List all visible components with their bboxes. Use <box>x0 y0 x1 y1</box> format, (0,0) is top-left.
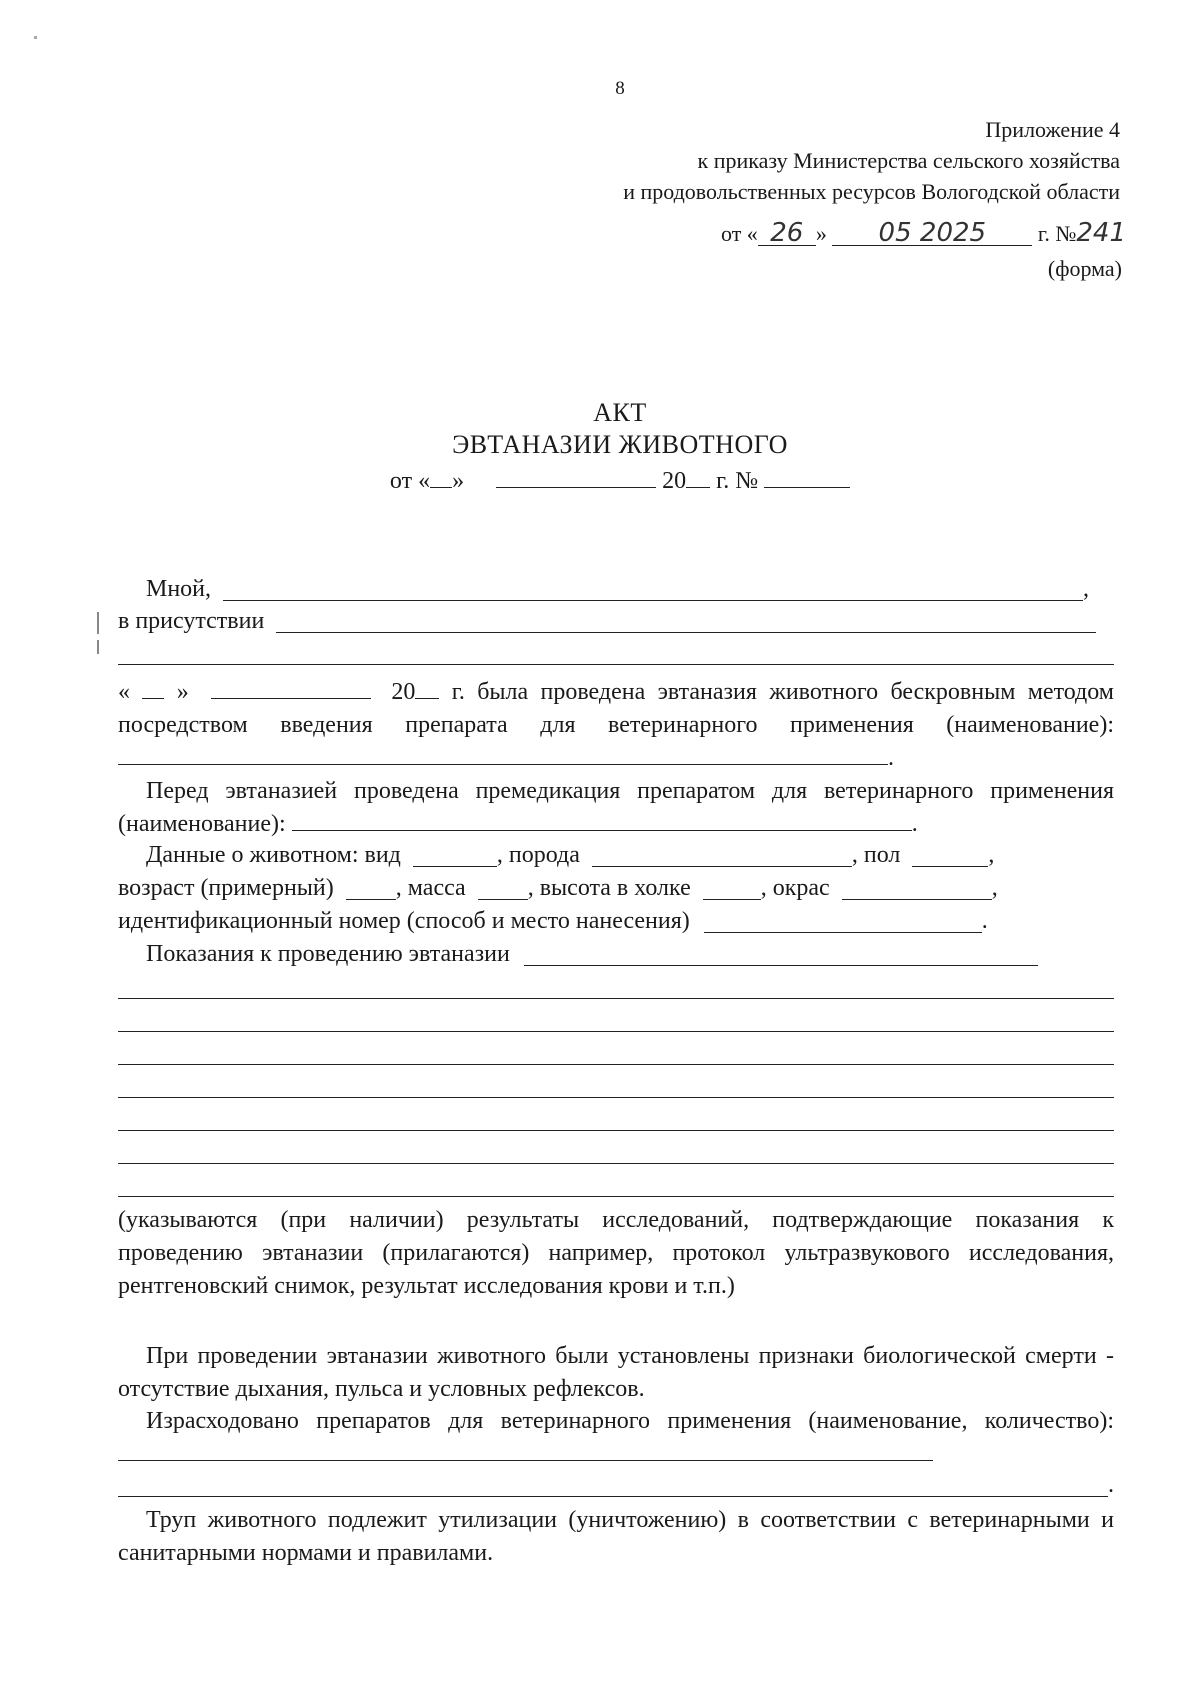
scan-speck <box>34 36 37 39</box>
euth-year-blank[interactable] <box>415 676 439 699</box>
age-field[interactable] <box>346 875 396 900</box>
id-number-label: идентификационный номер (способ и место нанесения) <box>118 908 690 934</box>
act-date-line <box>0 468 1200 495</box>
animal-breed-field[interactable] <box>592 842 852 867</box>
drugs-spent-field[interactable] <box>118 1438 933 1461</box>
act-date-mid: » <box>452 468 465 494</box>
color-field[interactable] <box>842 875 992 900</box>
premed-text: Перед эвтаназией проведена премедикация препаратом для ветеринарного применения (наименование): <box>118 778 1114 837</box>
page-number: 8 <box>615 78 625 99</box>
disposal-paragraph: Труп животного подлежит утилизации (уничтожению) в соответствии с ветеринарными и санитарными нормами и правилами. <box>118 1507 1114 1566</box>
order-month-year-handwritten: 05 2025 <box>832 221 1032 246</box>
appendix-line-2: к приказу Министерства сельского хозяйства <box>697 148 1120 173</box>
order-quote-close: » <box>815 221 827 246</box>
appendix-line-1: Приложение 4 <box>985 117 1120 142</box>
order-day-handwritten: 26 <box>758 221 816 246</box>
euth-period: . <box>888 745 894 771</box>
performer-line <box>118 576 1114 609</box>
id-number-period: . <box>981 908 988 934</box>
animal-breed-label: , порода <box>496 842 580 868</box>
mass-label: , масса <box>395 875 466 901</box>
presence-field[interactable] <box>276 608 1096 633</box>
height-field[interactable] <box>703 875 761 900</box>
euth-month-blank[interactable] <box>211 676 371 699</box>
color-comma: , <box>991 875 998 901</box>
indications-note: (указываются (при наличии) результаты исследований, подтверждающие показания к проведению эвтаназии (прилагаются) например, протокол ультразвукового исследования, рентгеновский снимок, результат исследования крови и т.п.) <box>118 1207 1114 1299</box>
death-signs-paragraph: При проведении эвтаназии животного были установлены признаки биологической смерти - отсутствие дыхания, пульса и условных рефлексов. <box>118 1343 1114 1402</box>
indications-field-line[interactable] <box>118 1064 1114 1065</box>
document-title: АКТ <box>593 398 647 427</box>
drugs-spent-text: Израсходовано препаратов для ветеринарного применения (наименование, количество): <box>146 1408 1114 1434</box>
color-label: , окрас <box>760 875 830 901</box>
indications-field-line[interactable] <box>118 998 1114 999</box>
age-label: возраст (примерный) <box>118 875 334 901</box>
drugs-spent-period: . <box>1108 1472 1114 1498</box>
act-day-blank <box>430 487 452 488</box>
indications-label: Показания к проведению эвтаназии <box>146 941 510 967</box>
indications-field-line[interactable] <box>118 1130 1114 1131</box>
order-date-line <box>721 218 1126 249</box>
indications-field[interactable] <box>524 941 1038 966</box>
document-subtitle: ЭВТАНАЗИИ ЖИВОТНОГО <box>452 430 788 459</box>
animal-data-line-2 <box>118 875 1114 908</box>
act-number-label: г. № <box>716 468 759 494</box>
drugs-spent-paragraph <box>118 1405 1114 1471</box>
indications-field-line[interactable] <box>118 1031 1114 1032</box>
act-year-blank <box>686 487 710 488</box>
performer-label: Мной, <box>146 576 212 602</box>
premedication-paragraph <box>118 775 1114 841</box>
euth-date-open: « <box>118 679 130 705</box>
performer-field[interactable] <box>223 576 1083 601</box>
animal-data-line-3 <box>118 908 1114 941</box>
indications-field-line[interactable] <box>118 1163 1114 1164</box>
act-number-blank <box>764 487 850 488</box>
drugs-spent-field-2[interactable] <box>118 1472 1108 1497</box>
margin-mark <box>97 640 99 654</box>
animal-sex-field[interactable] <box>912 842 988 867</box>
id-number-field[interactable] <box>704 908 982 933</box>
animal-kind-field[interactable] <box>413 842 497 867</box>
presence-line <box>118 608 1114 641</box>
height-label: , высота в холке <box>527 875 691 901</box>
euth-date-close: » <box>176 679 189 705</box>
appendix-header <box>623 114 1120 207</box>
euthanasia-paragraph <box>118 676 1114 775</box>
indications-field-line[interactable] <box>118 1196 1114 1197</box>
form-label: (форма) <box>1047 256 1122 281</box>
euth-text: г. была проведена эвтаназия животного бескровным методом посредством введения препарата для ветеринарного применения (наименование): <box>118 679 1114 738</box>
act-date-prefix: от « <box>389 468 431 494</box>
presence-field-continuation[interactable] <box>118 664 1114 665</box>
premed-drug-field[interactable] <box>292 808 912 831</box>
indications-field-line[interactable] <box>118 1097 1114 1098</box>
performer-comma: , <box>1083 576 1090 602</box>
order-number-prefix: г. № <box>1037 221 1077 246</box>
drugs-spent-continuation <box>118 1472 1114 1505</box>
animal-kind-label: Данные о животном: вид <box>146 842 401 868</box>
order-prefix: от « <box>720 221 758 246</box>
act-month-blank <box>496 487 656 488</box>
euth-drug-field[interactable] <box>118 742 888 765</box>
mass-field[interactable] <box>478 875 528 900</box>
animal-sex-comma: , <box>988 842 995 868</box>
animal-data-line-1 <box>118 842 1114 875</box>
presence-label: в присутствии <box>118 608 265 634</box>
premed-period: . <box>911 811 918 837</box>
order-number-handwritten: 241 <box>1076 218 1126 248</box>
euth-year-prefix: 20 <box>391 679 416 705</box>
margin-mark <box>97 612 99 634</box>
indications-line <box>118 941 1114 974</box>
appendix-line-3: и продовольственных ресурсов Вологодской области <box>623 179 1120 204</box>
act-year-prefix: 20 <box>662 468 687 494</box>
animal-sex-label: , пол <box>851 842 901 868</box>
euth-day-blank[interactable] <box>142 676 164 699</box>
